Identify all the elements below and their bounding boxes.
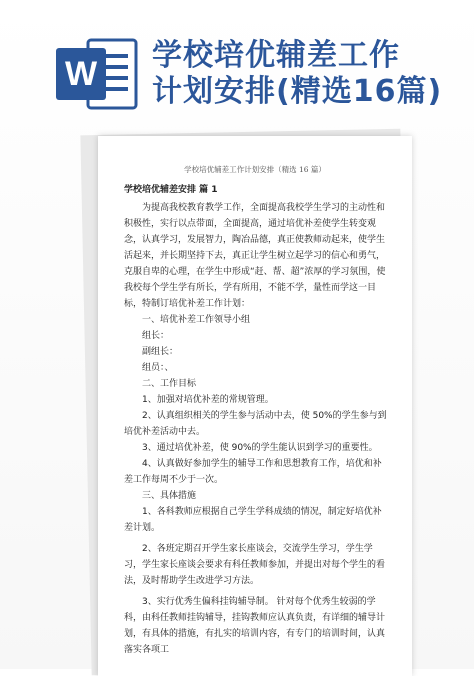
paragraph-group-heading: 一、培优补差工作领导小组	[142, 315, 251, 325]
paragraph-leader: 组长：	[142, 331, 170, 341]
paragraph-intro: 为提高我校教育教学工作，全面提高我校学生学习的主动性和积极性，实行以点带面，全面提高，通过培优补差使学生转变观念，认真学习，发展智力，陶冶品德，真正使教师动起来，使学生活起来，并长期坚持下去，真正让学生树立起学习的信心和勇气，克服自卑的心理，在学生中形成“赶、帮、超”浓厚的学习氛围，使我校每个学生学有所长，学有所用，不能不学，量性而学这一目标，特制订培优补差工作计划：	[124, 203, 386, 309]
paragraph-measure-1: 1、各科教师应根据自己学生学科成绩的情况，制定好培优补差计划。	[124, 507, 382, 533]
paragraph-goal-3: 3、通过培优补差，使 90%的学生能认识到学习的重要性。	[142, 443, 378, 453]
page-title-line-2: 计划安排(精选16篇)	[152, 74, 443, 109]
document-body	[124, 182, 390, 658]
paragraph-measure-3: 3、实行优秀生偏科挂钩辅导制。 针对每个优秀生较弱的学科，由科任教师挂钩辅导，挂钩教师应认真负责，有详细的辅导计划，有具体的措施，有扎实的培训内容，有专门的培训时间，认真落实各项工	[124, 597, 386, 655]
paragraph-measure-2: 2、各班定期召开学生家长座谈会，交流学生学习，学生学习，学生家长座谈会要求有科任教师参加，并提出对每个学生的看法，及时帮助学生改进学习方法。	[124, 544, 386, 586]
paragraph-members: 组员：、	[142, 363, 174, 373]
page-title-line-1: 学校培优辅差工作	[152, 38, 400, 73]
paragraph-deputy-leader: 副组长：	[142, 347, 179, 357]
paragraph-measures-heading: 三、具体措施	[142, 491, 197, 501]
paragraph-goal-2: 2、认真组织相关的学生参与活动中去，使 50%的学生参与到培优补差活动中去。	[124, 411, 387, 437]
running-head: 学校培优辅差工作计划安排（精选 16 篇）	[184, 165, 326, 174]
word-document-icon	[54, 34, 140, 114]
paragraph-goal-1: 1、加强对培优补差的常规管理。	[142, 395, 274, 405]
document-sheet	[98, 136, 412, 676]
section-heading: 学校培优辅差安排 篇 1	[124, 185, 218, 195]
word-logo-letter: W	[64, 55, 98, 93]
paragraph-goals-heading: 二、工作目标	[142, 379, 197, 389]
paragraph-goal-4: 4、认真做好参加学生的辅导工作和思想教育工作，培优和补差工作每周不少于一次。	[124, 459, 382, 485]
